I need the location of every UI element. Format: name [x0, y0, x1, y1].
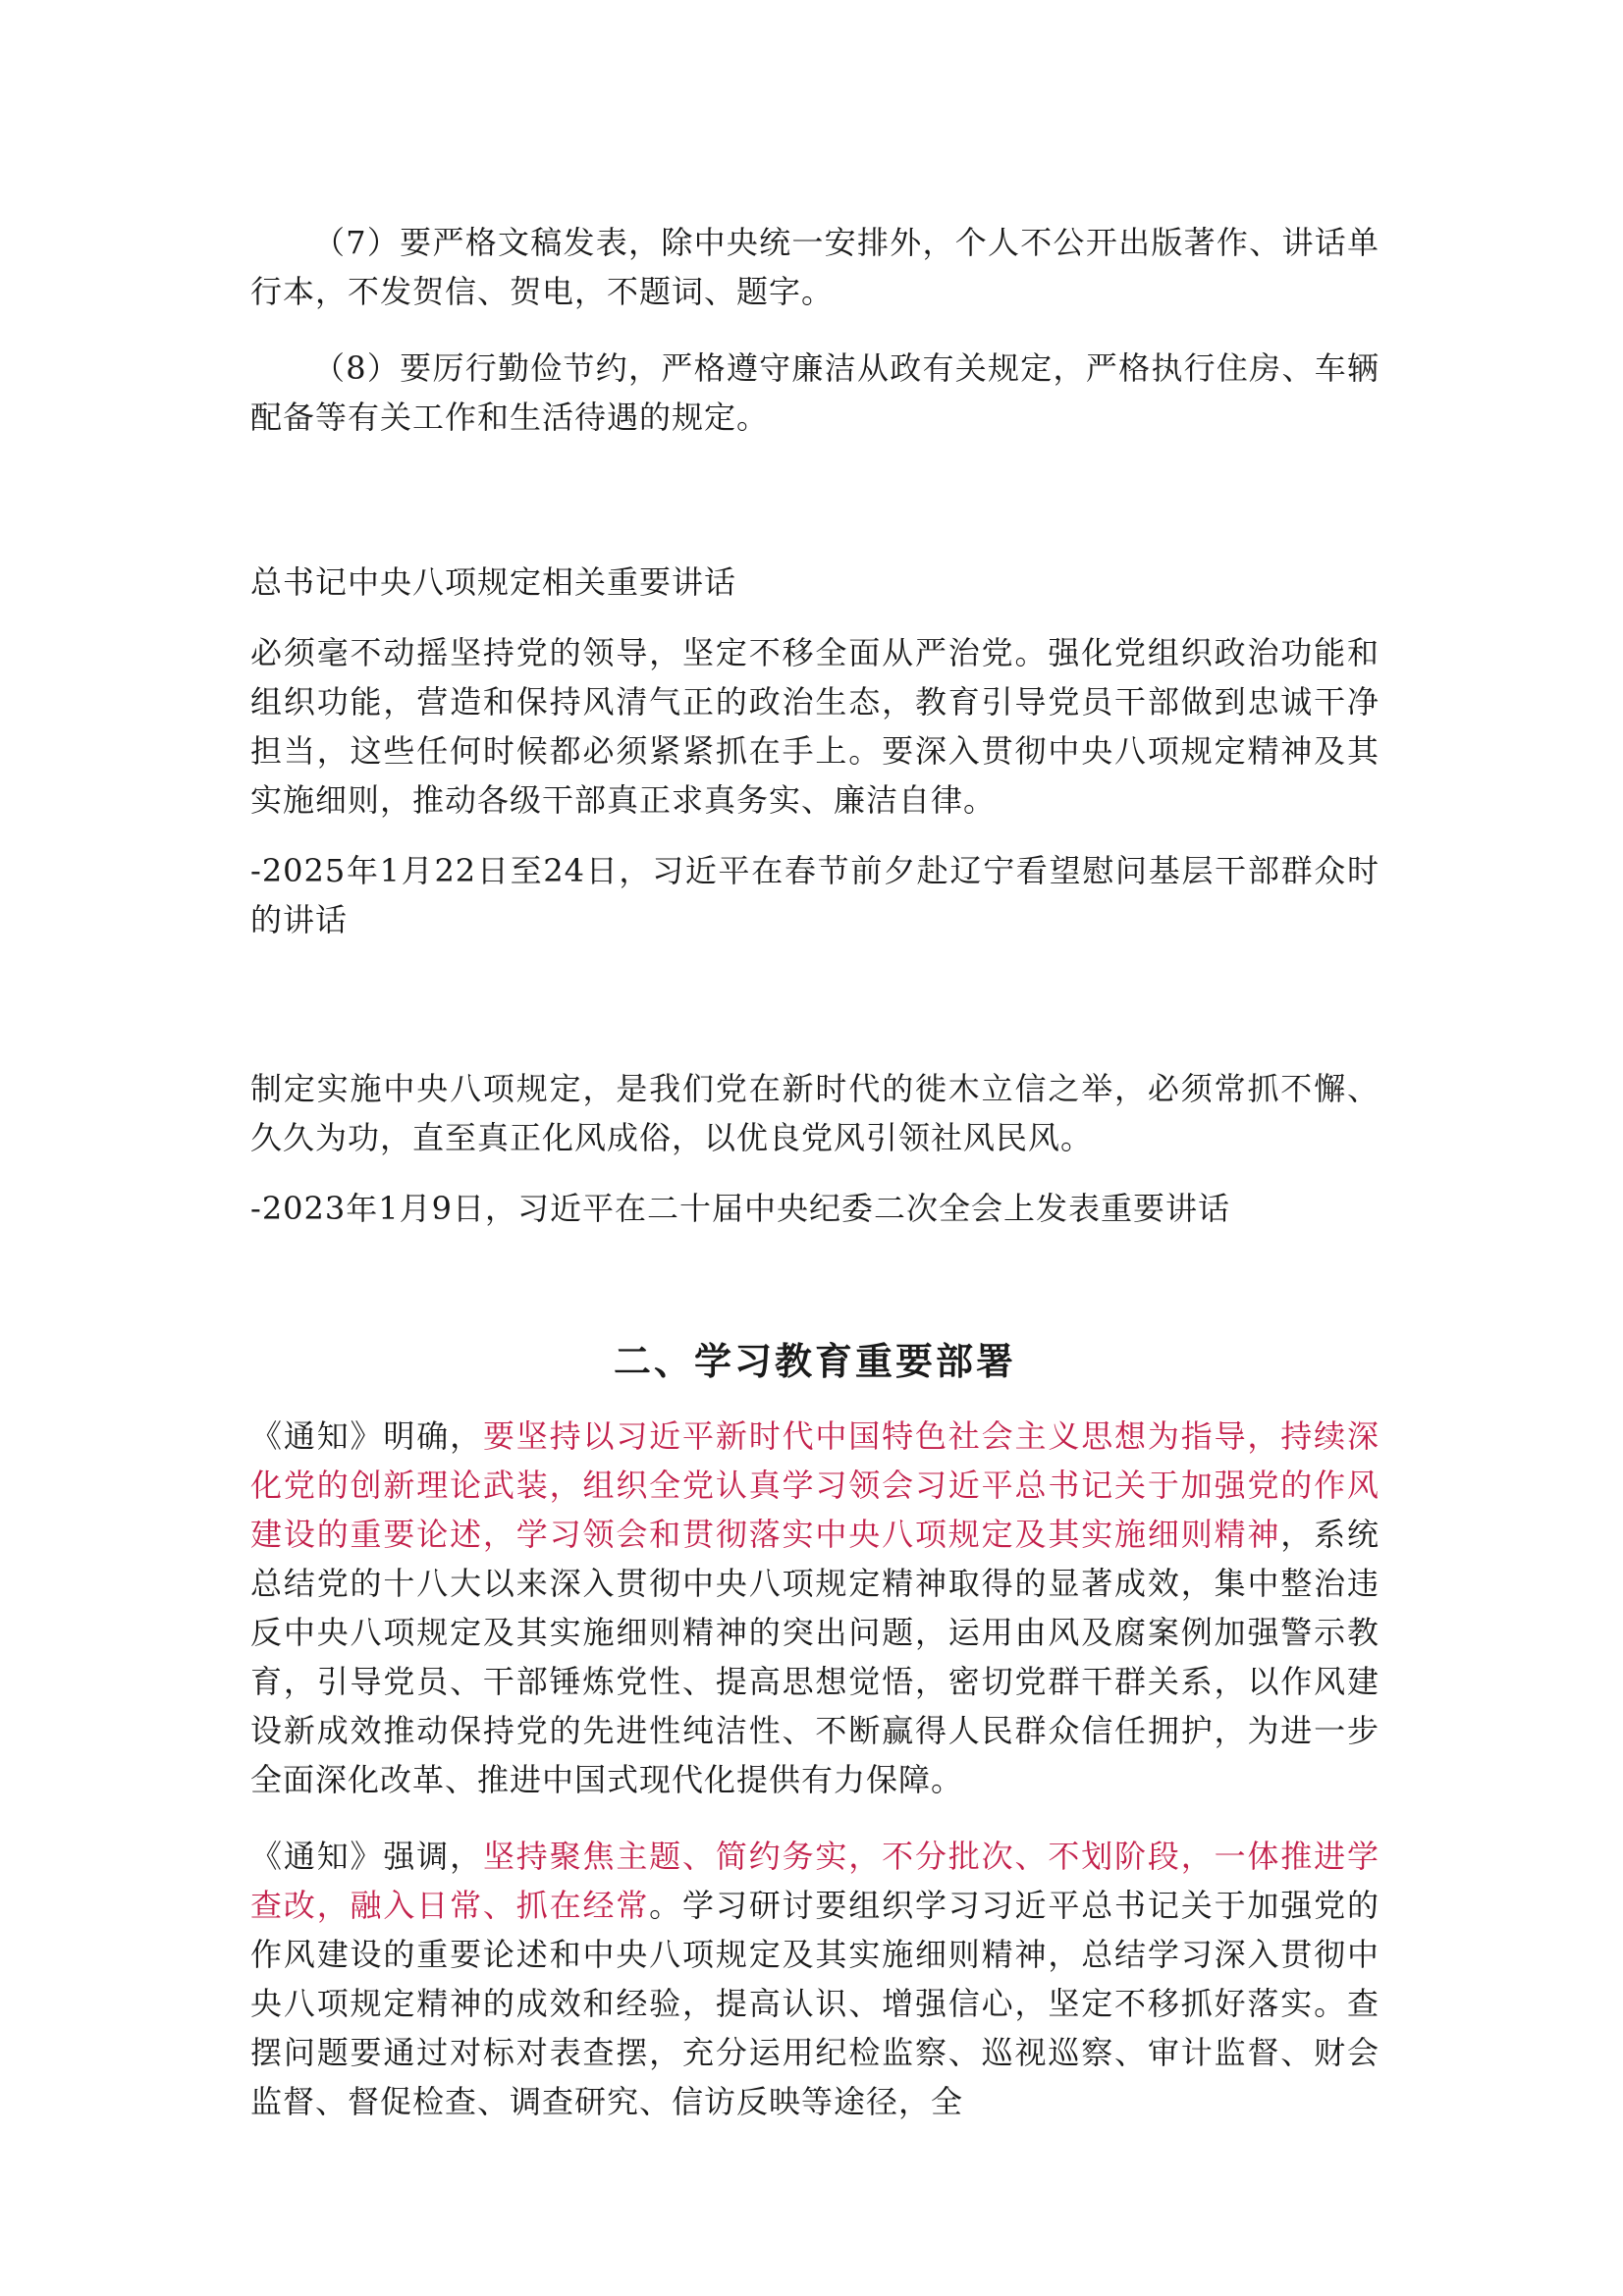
section-heading: 二、学习教育重要部署	[613, 1340, 1016, 1383]
speech-quote-2-source: -2023年1月9日，习近平在二十届中央纪委二次全会上发表重要讲话	[250, 1190, 1230, 1227]
notice-1-rest: ，系统总结党的十八大以来深入贯彻中央八项规定精神取得的显著成效，集中整治违反中央八项规定及其实施细则精神的突出问题，运用由风及腐案例加强警示教育，引导党员、干部锤炼党性、提高思想觉悟，密切党群干群关系，以作风建设新成效推动保持党的先进性纯洁性、不断赢得人民群众信任拥护，为进一步全面深化改革、推进中国式现代化提供有力保障。	[250, 1516, 1380, 1798]
document-page	[250, 218, 1380, 2126]
notice-2-rest: 。学习研讨要组织学习习近平总书记关于加强党的作风建设的重要论述和中央八项规定及其实施细则精神，总结学习深入贯彻中央八项规定精神的成效和经验，提高认识、增强信心，坚定不移抓好落实。查摆问题要通过对标对表查摆，充分运用纪检监察、巡视巡察、审计监督、财会监督、督促检查、调查研究、信访反映等途径，全	[250, 1887, 1380, 2120]
notice-paragraph-2	[250, 1832, 1380, 2126]
notice-1-prefix: 《通知》明确，	[250, 1417, 483, 1455]
rule-item-7: （7）要严格文稿发表，除中央统一安排外，个人不公开出版著作、讲话单行本，不发贺信、贺电，不题词、题字。	[250, 224, 1380, 310]
speech-quote-1-source: -2025年1月22日至24日，习近平在春节前夕赴辽宁看望慰问基层干部群众时的讲话	[250, 852, 1380, 938]
speech-quote-1: 必须毫不动摇坚持党的领导，坚定不移全面从严治党。强化党组织政治功能和组织功能，营造和保持风清气正的政治生态，教育引导党员干部做到忠诚干净担当，这些任何时候都必须紧紧抓在手上。要深入贯彻中央八项规定精神及其实施细则，推动各级干部真正求真务实、廉洁自律。	[250, 634, 1380, 819]
speech-section-title: 总书记中央八项规定相关重要讲话	[250, 563, 737, 601]
notice-2-highlight: 坚持聚焦主题、简约务实，不分批次、不划阶段，一体推进学查改，融入日常、抓在经常	[250, 1838, 1380, 1924]
notice-1-highlight: 要坚持以习近平新时代中国特色社会主义思想为指导，持续深化党的创新理论武装，组织全党认真学习领会习近平总书记关于加强党的作风建设的重要论述，学习领会和贯彻落实中央八项规定及其实施细则精神	[250, 1417, 1380, 1553]
notice-paragraph-1	[250, 1412, 1380, 1804]
speech-quote-2: 制定实施中央八项规定，是我们党在新时代的徙木立信之举，必须常抓不懈、久久为功，直至真正化风成俗，以优良党风引领社风民风。	[250, 1070, 1380, 1156]
rule-item-8: （8）要厉行勤俭节约，严格遵守廉洁从政有关规定，严格执行住房、车辆配备等有关工作和生活待遇的规定。	[250, 349, 1380, 436]
notice-2-prefix: 《通知》强调，	[250, 1838, 483, 1875]
